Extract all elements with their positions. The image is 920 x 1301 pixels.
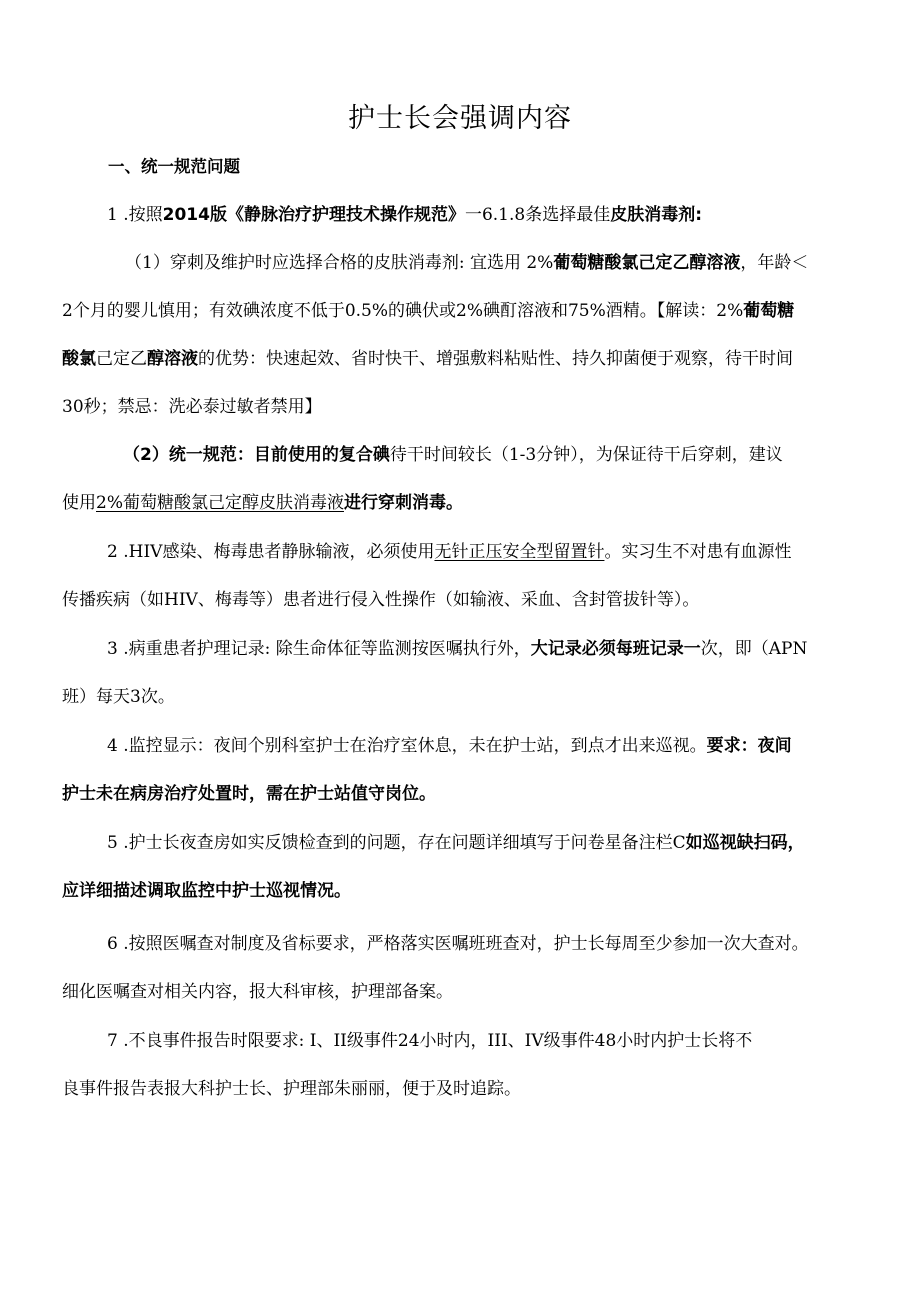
- item-2-line-2: [62, 588, 822, 612]
- item-7-line-1: [107, 1029, 877, 1053]
- item-1-1-line-1: [125, 251, 865, 275]
- item-1-2-line-2: [62, 491, 662, 515]
- text: 使用: [62, 493, 96, 513]
- emphasis: 应详细描述调取监控中护士巡视情况。: [62, 881, 351, 901]
- emphasis: （2）统一规范：目前使用的复合碘: [123, 445, 390, 465]
- item-3-line-2: [62, 685, 362, 709]
- item-1-text: 1 .按照: [107, 205, 163, 225]
- emphasis: 酸氯: [62, 349, 96, 369]
- text: 30秒；禁忌：洗必泰过敏者禁用】: [62, 397, 322, 417]
- item-1-text: 一6.1.8条选择最佳: [464, 205, 611, 225]
- item-1-emphasis: 皮肤消毒剂:: [610, 205, 703, 225]
- text: 的优势：快速起效、省时快干、增强敷料粘贴性、持久抑菌便于观察，待干时间: [198, 349, 793, 369]
- text: 2个月的婴儿慎用；有效碘浓度不低于0.5%的碘伏或2%碘酊溶液和75%酒精。【解读：2%: [62, 301, 744, 321]
- text: 4 .监控显示：夜间个别科室护士在治疗室休息，未在护士站，到点才出来巡视。: [107, 736, 707, 756]
- item-2-line-1: [107, 540, 867, 564]
- text: （1）穿刺及维护时应选择合格的皮肤消毒剂: 宜选用 2%: [125, 253, 554, 273]
- emphasis: 如巡视缺扫码，: [685, 833, 805, 853]
- underlined-text: 2%葡萄糖酸氯己定醇皮肤消毒液: [96, 493, 344, 513]
- emphasis: 醇溶液: [147, 349, 198, 369]
- page-title: 护士长会强调内容: [348, 103, 572, 134]
- item-3-line-1: [107, 637, 867, 661]
- emphasis: 大记录必须每班记录一: [530, 639, 701, 659]
- text: 班）每天3次。: [62, 687, 175, 707]
- text: 良事件报告表报大科护士长、护理部朱丽丽，便于及时追踪。: [62, 1079, 521, 1099]
- text: 次，即（APN: [700, 639, 808, 659]
- text: 。实习生不对患有血源性: [604, 542, 792, 562]
- item-5-line-2: [62, 879, 662, 903]
- item-4-line-1: [107, 734, 867, 758]
- emphasis: 葡萄糖: [743, 301, 795, 321]
- item-1-1-line-2: [62, 299, 862, 323]
- item-5-line-1: [107, 831, 867, 855]
- emphasis: 进行穿刺消毒。: [343, 493, 463, 513]
- text: 5 .护士长夜查房如实反馈检查到的问题，存在问题详细填写于问卷星备注栏C: [107, 833, 686, 853]
- text: 传播疾病（如HIV、梅毒等）患者进行侵入性操作（如输液、采血、含封管拔针等）。: [62, 590, 700, 610]
- item-1-1-line-3: [62, 347, 862, 371]
- text: 待干时间较长（1-3分钟），为保证待干后穿刺，建议: [389, 445, 783, 465]
- text: 3 .病重患者护理记录: 除生命体征等监测按医嘱执行外，: [107, 639, 531, 659]
- item-6-line-1: [107, 932, 877, 956]
- emphasis: 葡萄糖酸氯己定乙醇溶液: [553, 253, 741, 273]
- emphasis: 护士未在病房治疗处置时，需在护士站值守岗位。: [62, 784, 436, 804]
- text: 2 .HIV感染、梅毒患者静脉输液，必须使用: [107, 542, 435, 562]
- item-1: [107, 203, 807, 227]
- section-heading: 一、统一规范问题: [108, 157, 240, 176]
- text: 7 .不良事件报告时限要求: I、II级事件24小时内，III、IV级事件48小时内护士长将不: [107, 1031, 753, 1051]
- text: 6 .按照医嘱查对制度及省标要求，严格落实医嘱班班查对，护士长每周至少参加一次大查对。: [107, 934, 809, 954]
- item-1-standard-title: 2014版《静脉治疗护理技术操作规范》: [162, 205, 465, 225]
- text: ，年龄＜: [740, 253, 809, 273]
- text: 己定乙: [96, 349, 147, 369]
- underlined-text: 无针正压安全型留置针: [434, 542, 605, 562]
- item-6-line-2: [62, 980, 662, 1004]
- item-1-2-line-1: [123, 443, 873, 467]
- item-1-1-line-4: [62, 395, 662, 419]
- item-4-line-2: [62, 782, 662, 806]
- item-7-line-2: [62, 1077, 762, 1101]
- emphasis: 要求：夜间: [706, 736, 792, 756]
- text: 细化医嘱查对相关内容，报大科审核，护理部备案。: [62, 982, 453, 1002]
